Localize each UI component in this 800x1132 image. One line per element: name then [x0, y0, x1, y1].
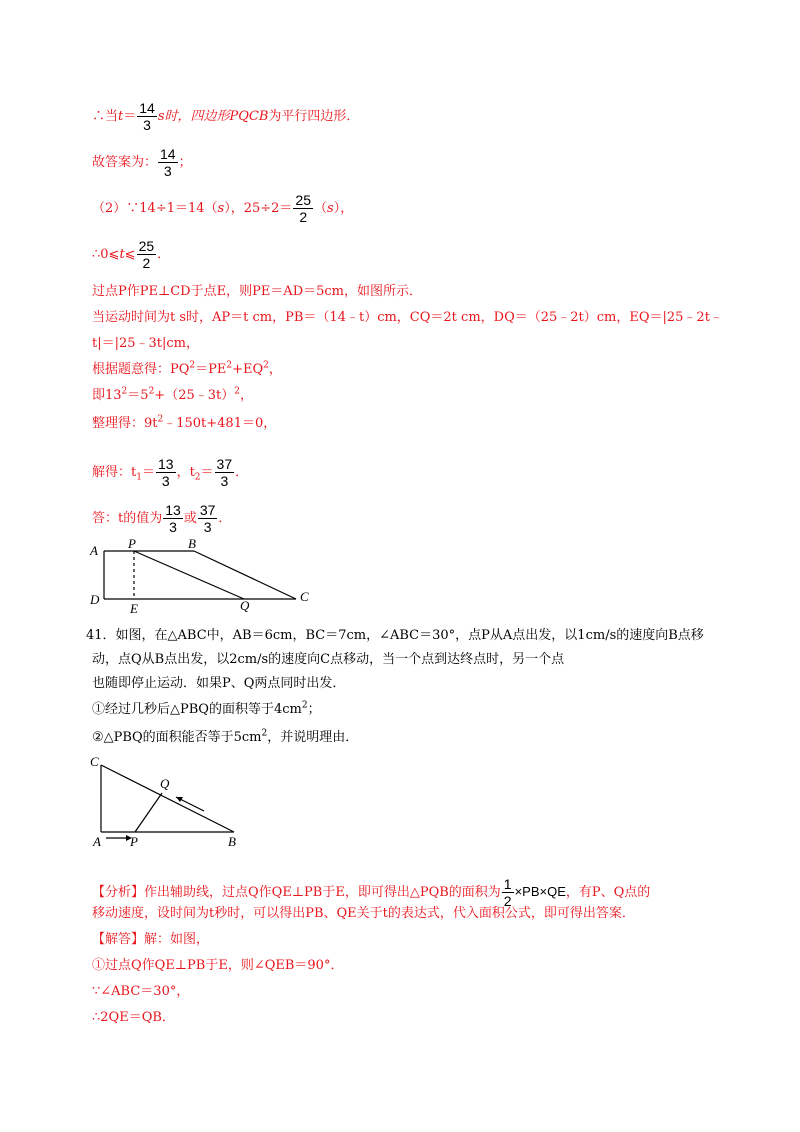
text: （2）∵14÷1＝14（ [92, 201, 218, 216]
label-q: Q [240, 598, 250, 613]
label-d: D [90, 592, 100, 607]
label-b: B [228, 834, 236, 849]
label-a: A [93, 834, 101, 849]
answer-line-3: ∵∠ABC＝30°， [92, 984, 190, 999]
problem-41-line-3: 也随即停止运动．如果P、Q两点同时出发． [92, 676, 346, 691]
numerator: 1 [503, 876, 512, 892]
text: ． [218, 511, 232, 526]
numerator: 37 [216, 456, 233, 472]
text: （ [314, 201, 328, 216]
superscript: 2 [226, 360, 233, 371]
text: ），25÷2＝ [224, 201, 293, 216]
text: ＝ [123, 109, 137, 124]
analysis-line-2: 移动速度，设时间为t秒时，可以得出PB、QE关于t的表达式，代入面积公式，即可得出答案． [92, 906, 635, 921]
numerator: 37 [199, 502, 216, 518]
answer-tag: 【解答】 [92, 932, 145, 947]
superscript: 2 [234, 386, 240, 397]
text: ，有P、Q点的 [565, 885, 651, 900]
text: 故答案为： [92, 155, 158, 170]
denominator: 3 [143, 117, 151, 133]
denominator: 3 [169, 519, 177, 535]
text: ＝ [141, 465, 155, 480]
superscript: 2 [301, 700, 308, 711]
denominator: 2 [503, 893, 512, 909]
denominator: 2 [142, 255, 151, 271]
label-b: B [188, 536, 196, 551]
numerator: 13 [157, 456, 174, 472]
line-6: 当运动时间为t s时，AP＝t cm，PB＝（14﹣t）cm，CQ＝2t cm，DQ＝（25﹣2t）cm，EQ＝|25﹣2t﹣ [92, 310, 723, 325]
var-pqcb: PQCB [229, 109, 269, 124]
text: 解：如图， [144, 932, 210, 947]
superscript: 2 [189, 360, 196, 371]
subscript: 2 [194, 472, 201, 483]
answer-line-1 [92, 930, 209, 950]
line-5: 过点P作PE⊥CD于点E，则PE＝AD＝5cm，如图所示． [92, 284, 422, 299]
text: ＝5 [127, 388, 149, 403]
superscript: 2 [261, 728, 268, 739]
denominator: 3 [220, 473, 229, 489]
label-a: A [90, 543, 98, 558]
label-p: P [130, 834, 138, 849]
superscript: 2 [263, 360, 269, 371]
problem-41-line-1: 41．如图，在△ABC中，AB＝6cm，BC＝7cm，∠ABC＝30°，点P从A点出发，以1cm/s的速度向B点移 [86, 628, 704, 643]
area-expression: ×PB×QE [514, 884, 566, 899]
text: ． [157, 247, 171, 262]
text: 【分析】作出辅助线，过点Q作QE⊥PB于E，即可得出△PQB的面积为 [92, 885, 501, 900]
text: +EQ [232, 362, 264, 377]
label-c: C [300, 589, 309, 604]
text: ，t [176, 465, 195, 480]
text: ＝ [200, 465, 214, 480]
text: ＝PE [195, 362, 227, 377]
var-t: t [119, 247, 125, 262]
text: ； [307, 702, 321, 717]
line-7: t|＝|25﹣3t|cm， [92, 336, 200, 351]
text: ⩽ [124, 247, 136, 262]
label-e: E [130, 601, 138, 616]
text: ）， [333, 201, 354, 216]
label-c: C [90, 754, 99, 769]
text: ∴0⩽ [92, 247, 120, 262]
denominator: 3 [161, 473, 170, 489]
problem-41-line-2: 动，点Q从B点出发，以2cm/s的速度向C点移动，当一个点到达终点时，另一个点 [92, 652, 565, 667]
text: ． [235, 465, 249, 480]
text: s时，四边形 [157, 109, 230, 124]
superscript: 2 [121, 386, 128, 397]
numerator: 14 [160, 146, 176, 162]
superscript: 2 [157, 414, 164, 425]
answer-line-4: ∴2QE＝QB． [92, 1010, 175, 1025]
numerator: 25 [138, 238, 155, 254]
var-s: s [327, 201, 334, 216]
text: ， [239, 388, 253, 403]
denominator: 2 [299, 209, 308, 225]
var-s: s [217, 201, 225, 216]
text: 解得：t [92, 465, 137, 480]
text: ②△PBQ的面积能否等于5cm [92, 730, 262, 745]
numerator: 25 [295, 192, 311, 208]
text: ﹣150t+481＝0， [163, 416, 277, 431]
text: +（25﹣3t） [154, 388, 235, 403]
text: ，并说明理由． [267, 730, 359, 745]
text: ①经过几秒后△PBQ的面积等于4cm [92, 702, 302, 717]
segment-pq [135, 793, 162, 832]
text: 或 [183, 511, 197, 526]
subscript: 1 [136, 472, 142, 483]
text: 答：t的值为 [92, 511, 163, 526]
denominator: 3 [163, 163, 172, 179]
text: ， [268, 362, 282, 377]
text: ∴当 [92, 109, 119, 124]
label-p: P [128, 536, 136, 551]
text: 整理得：9t [92, 416, 158, 431]
answer-line-2: ①过点Q作QE⊥PB于E，则∠QEB＝90°． [92, 958, 344, 973]
var-t: t [118, 109, 124, 124]
numerator: 13 [165, 502, 181, 518]
text: ； [178, 155, 192, 170]
text: 即13 [92, 388, 122, 403]
label-q: Q [160, 776, 170, 791]
text: 根据题意得：PQ [92, 362, 190, 377]
text: 为平行四边形． [268, 109, 360, 124]
denominator: 3 [203, 519, 212, 535]
superscript: 2 [148, 386, 155, 397]
numerator: 14 [139, 100, 155, 116]
